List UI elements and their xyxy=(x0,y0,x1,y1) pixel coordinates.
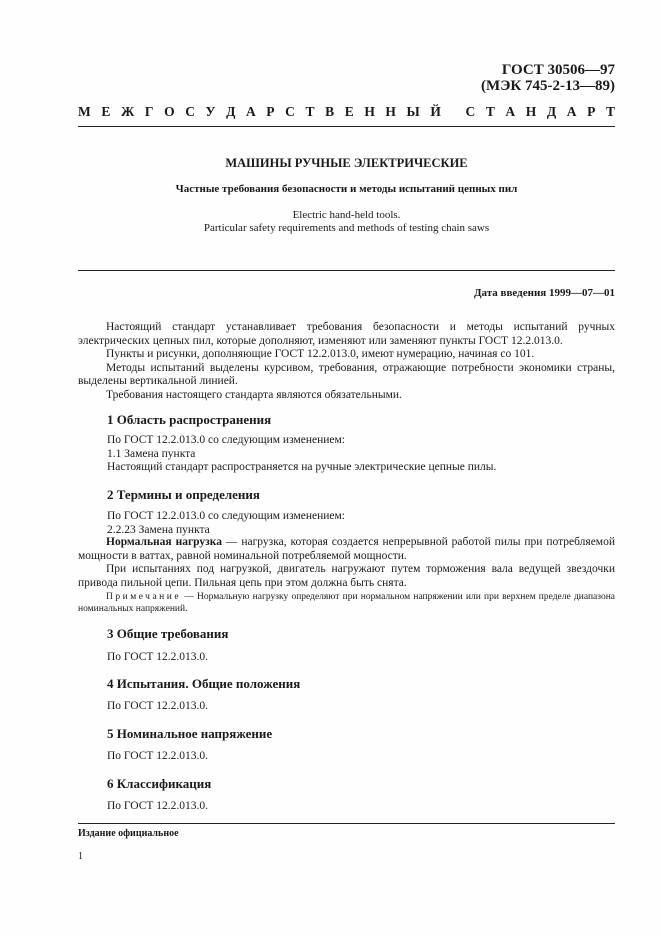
banner-letter: Д xyxy=(226,104,236,119)
banner-letter: Т xyxy=(485,104,495,119)
section-6-heading: 6 Классификация xyxy=(107,776,212,791)
banner-letter: А xyxy=(505,104,516,119)
interstate-standard-banner xyxy=(78,104,615,120)
banner-letter: Е xyxy=(344,104,354,119)
banner-letter: Д xyxy=(546,104,557,119)
load-test-paragraph: При испытаниях под нагрузкой, двигатель нагружают путем торможения вала ведущей звездочки привода пильной цепи. Пильная цепь при этом должна быть снята. xyxy=(78,563,615,589)
banner-letter: А xyxy=(566,104,577,119)
intro-paragraph: Требования настоящего стандарта являются обязательными. xyxy=(106,388,402,401)
section-4-heading: 4 Испытания. Общие положения xyxy=(107,676,301,691)
section-4-body: По ГОСТ 12.2.013.0. xyxy=(107,700,209,712)
banner-letter: Г xyxy=(144,104,154,119)
section-1-heading: 1 Область распространения xyxy=(107,412,272,427)
banner-letter: С xyxy=(465,104,476,119)
section-line: 1.1 Замена пункта xyxy=(107,447,196,460)
banner-letter: О xyxy=(164,104,175,119)
banner-letter: А xyxy=(245,104,256,119)
intro-paragraphs xyxy=(78,321,615,402)
term-definition: — нагрузка, которая создается непрерывной работой пилы при потребляемой мощности в ваттах, равной номинальной потребляемой мощности. xyxy=(78,536,615,562)
iec-number: (МЭК 745-2-13—89) xyxy=(481,78,615,94)
banner-letter: В xyxy=(325,104,335,119)
section-line: По ГОСТ 12.2.013.0 со следующим изменением: xyxy=(107,510,345,522)
section-5-body: По ГОСТ 12.2.013.0. xyxy=(107,750,209,762)
note-block xyxy=(78,591,615,615)
section-6-body: По ГОСТ 12.2.013.0. xyxy=(107,800,209,812)
banner-letter: Й xyxy=(430,104,441,119)
section-3-heading: 3 Общие требования xyxy=(107,626,229,641)
document-title: МАШИНЫ РУЧНЫЕ ЭЛЕКТРИЧЕСКИЕ xyxy=(225,156,468,170)
section-1-body xyxy=(107,434,496,475)
term-normal-load: Нормальная нагрузка xyxy=(106,536,222,548)
section-3-body: По ГОСТ 12.2.013.0. xyxy=(107,651,209,663)
section-2-definitions xyxy=(78,536,615,590)
official-edition-label: Издание официальное xyxy=(78,828,179,839)
banner-gap xyxy=(452,104,455,120)
header-rule xyxy=(78,126,615,127)
banner-letter: Р xyxy=(587,104,596,119)
banner-letter: М xyxy=(78,104,91,119)
intro-paragraph: Настоящий стандарт устанавливает требования безопасности и методы испытаний ручных электрических цепных пил, которые дополняют, изменяют или заменяют пункты ГОСТ 12.2.013.0. xyxy=(78,321,615,347)
page-number: 1 xyxy=(78,851,83,862)
note-text: — Нормальную нагрузку определяют при нормальном напряжении или при верхнем пределе диапазона номинальных напряжений. xyxy=(78,592,615,614)
banner-letter: Н xyxy=(385,104,396,119)
section-2-heading: 2 Термины и определения xyxy=(107,487,260,502)
footer-rule xyxy=(78,823,615,824)
section-2-intro xyxy=(107,510,345,537)
title-rule xyxy=(78,270,615,271)
gost-number: ГОСТ 30506—97 xyxy=(501,62,615,78)
banner-letter: Е xyxy=(101,104,111,119)
note-label: Примечание xyxy=(106,592,182,602)
gost-code-block xyxy=(481,62,615,94)
introduction-date: Дата введения 1999—07—01 xyxy=(473,287,615,299)
banner-letter: Т xyxy=(605,104,615,119)
english-title xyxy=(78,209,615,235)
banner-letter: Р xyxy=(266,104,275,119)
english-title-line: Particular safety requirements and methods of testing chain saws xyxy=(203,222,490,234)
english-title-line: Electric hand-held tools. xyxy=(292,209,401,221)
section-5-heading: 5 Номинальное напряжение xyxy=(107,726,273,741)
section-line: 2.2.23 Замена пункта xyxy=(107,523,210,536)
intro-paragraph: Методы испытаний выделены курсивом, требования, отражающие потребности экономики страны, выделены вертикальной линией. xyxy=(78,361,615,387)
section-line: Настоящий стандарт распространяется на ручные электрические цепные пилы. xyxy=(107,461,497,473)
banner-letter: Ы xyxy=(406,104,420,119)
definition-paragraph xyxy=(78,536,615,563)
banner-letter: С xyxy=(285,104,295,119)
banner-letter: Н xyxy=(525,104,537,119)
document-subtitle: Частные требования безопасности и методы испытаний цепных пил xyxy=(175,183,518,195)
banner-letter: Н xyxy=(364,104,375,119)
section-line: По ГОСТ 12.2.013.0 со следующим изменением: xyxy=(107,434,345,446)
banner-letter: Т xyxy=(305,104,315,119)
banner-letter: С xyxy=(185,104,195,119)
banner-letter: У xyxy=(205,104,216,119)
banner-letter: Ж xyxy=(120,104,135,119)
intro-paragraph: Пункты и рисунки, дополняющие ГОСТ 12.2.013.0, имеют нумерацию, начиная со 101. xyxy=(106,348,535,360)
